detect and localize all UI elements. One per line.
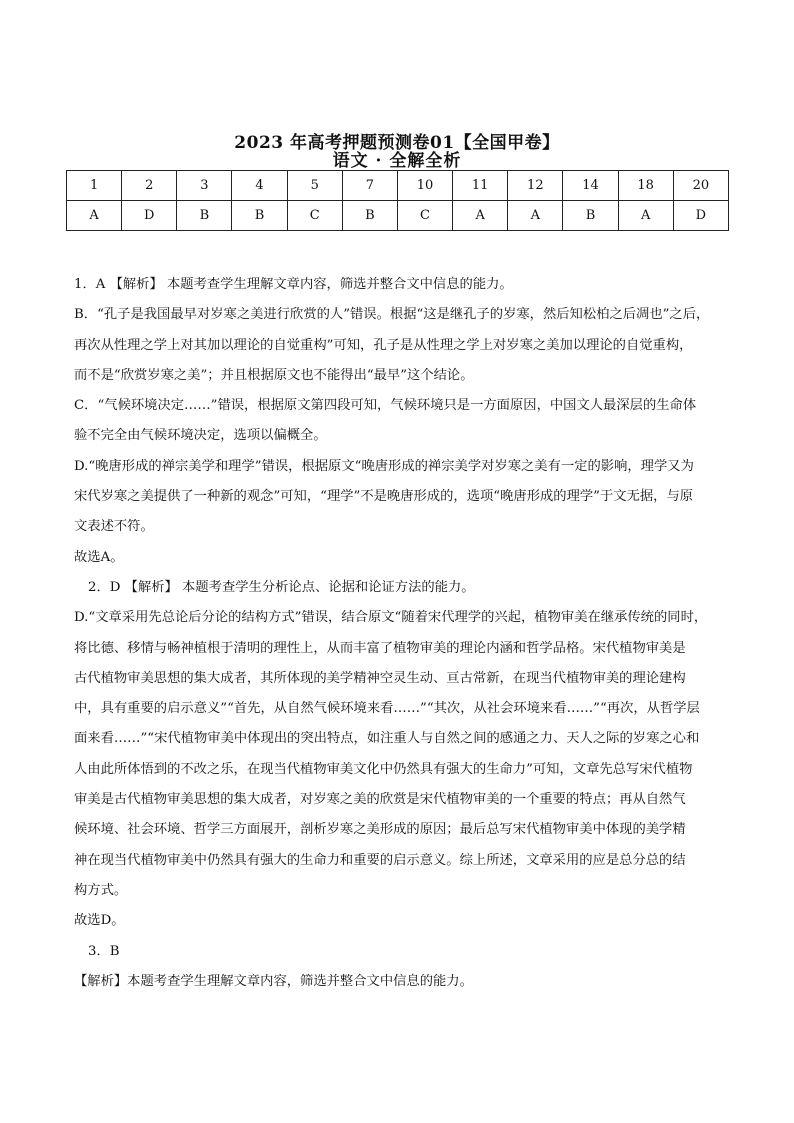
explanation-line: 候环境、社会环境、哲学三方面展开，剖析岁寒之美形成的原因；最后总写宋代植物审美中体现的美学精 [74, 822, 686, 838]
question-number-cell: 20 [673, 171, 728, 201]
answer-table-answer-row [67, 201, 729, 231]
explanation-line: 再次从性理之学上对其加以理论的自觉重构”可知，孔子是从性理之学上对岁寒之美加以理论的自觉重构， [74, 337, 693, 353]
document-title: 2023 年高考押题预测卷01【全国甲卷】 [234, 133, 560, 153]
answer-cell: A [67, 201, 122, 231]
question-number-cell: 3 [177, 171, 232, 201]
explanation-line: 故选D。 [74, 913, 125, 929]
explanation-line: 验不完全由气候环境决定，选项以偏概全。 [74, 428, 327, 444]
explanation-line: D.“文章采用先总论后分论的结构方式”错误，结合原文“随着宋代理学的兴起，植物审美在继承传统的同时， [74, 610, 708, 626]
question-number-cell: 10 [397, 171, 452, 201]
question-number-cell: 4 [232, 171, 287, 201]
question-number-cell: 14 [563, 171, 618, 201]
answer-cell: C [287, 201, 342, 231]
question-number-cell: 1 [67, 171, 122, 201]
question-number-cell: 2 [122, 171, 177, 201]
answer-cell: A [508, 201, 563, 231]
explanation-line: B．“孔子是我国最早对岁寒之美进行欣赏的人”错误。根据“这是继孔子的岁寒，然后知松柏之后凋也”之后， [74, 307, 710, 323]
answer-cell: B [342, 201, 397, 231]
explanation-line: 【解析】本题考查学生理解文章内容，筛选并整合文中信息的能力。 [74, 973, 473, 989]
answer-cell: D [122, 201, 177, 231]
question-number-cell: 7 [342, 171, 397, 201]
explanation-line: C．“气候环境决定……”错误，根据原文第四段可知，气候环境只是一方面原因，中国文人最深层的生命体 [74, 398, 697, 414]
answer-cell: B [177, 201, 232, 231]
answer-table [66, 170, 729, 231]
answer-cell: A [618, 201, 673, 231]
question-number-cell: 11 [453, 171, 508, 201]
answer-cell: D [673, 201, 728, 231]
explanation-line: 文表述不符。 [74, 519, 154, 535]
answer-cell: B [563, 201, 618, 231]
explanation-line: 面来看……”“宋代植物审美中体现出的突出特点，如注重人与自然之间的感通之力、天人之际的岁寒之心和 [74, 731, 700, 747]
explanation-line: 将比德、移情与畅神植根于清明的理性上，从而丰富了植物审美的理论内涵和哲学品格。宋代植物审美是 [74, 640, 686, 656]
question-number-cell: 18 [618, 171, 673, 201]
explanation-line: 宋代岁寒之美提供了一种新的观念”可知，“理学”不是晚唐形成的，选项“晚唐形成的理学”于文无据，与原 [74, 489, 694, 505]
explanation-line: 2．D 【解析】 本题考查学生分析论点、论据和论证方法的能力。 [88, 579, 475, 595]
explanation-line: 而不是“欣赏岁寒之美”；并且根据原文也不能得出“最早”这个结论。 [74, 367, 474, 383]
answer-cell: C [397, 201, 452, 231]
explanation-line: 1．A 【解析】 本题考查学生理解文章内容，筛选并整合文中信息的能力。 [74, 277, 513, 292]
answer-table-header-row [67, 171, 729, 201]
explanation-line: D.“晚唐形成的禅宗美学和理学”错误，根据原文“晚唐形成的禅宗美学对岁寒之美有一定的影响，理学又为 [74, 458, 694, 474]
answer-cell: A [453, 201, 508, 231]
explanation-line: 构方式。 [74, 882, 128, 898]
explanation-line: 审美是古代植物审美思想的集大成者，对岁寒之美的欣赏是宋代植物审美的一个重要的特点；再从自然气 [74, 792, 686, 808]
explanation-line: 古代植物审美思想的集大成者，其所体现的美学精神空灵生动、亘古常新，在现当代植物审美的理论建构 [74, 670, 686, 686]
explanation-line: 神在现当代植物审美中仍然具有强大的生命力和重要的启示意义。综上所述，文章采用的应是总分总的结 [74, 852, 686, 868]
question-number-cell: 12 [508, 171, 563, 201]
explanation-body [74, 270, 724, 997]
explanation-line: 人由此所体悟到的不改之乐，在现当代植物审美文化中仍然具有强大的生命力”可知，文章先总写宋代植物 [74, 761, 693, 777]
answer-cell: B [232, 201, 287, 231]
question-number-cell: 5 [287, 171, 342, 201]
explanation-line: 故选A。 [74, 549, 124, 565]
explanation-line: 3．B [88, 943, 120, 959]
document-subtitle: 语文 · 全解全析 [332, 151, 462, 171]
explanation-line: 中，具有重要的启示意义”“首先，从自然气候环境来看……”“其次，从社会环境来看……”“再次，从哲学层 [74, 701, 700, 717]
